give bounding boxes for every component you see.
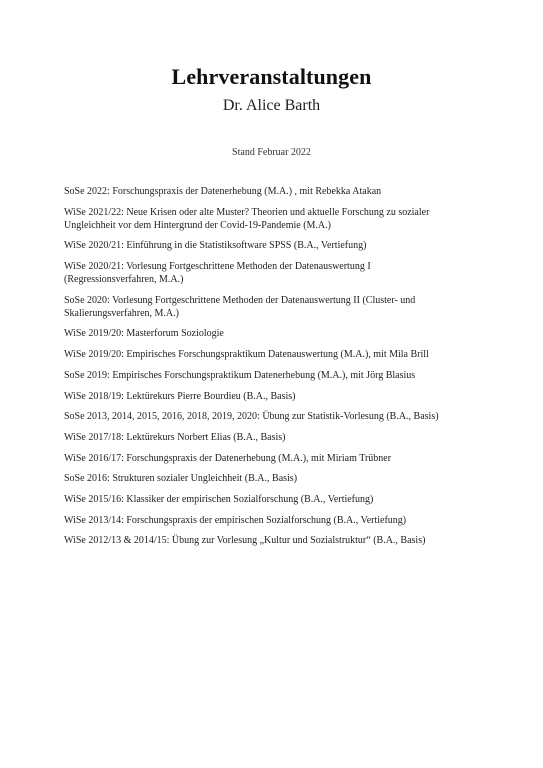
course-item: WiSe 2013/14: Forschungspraxis der empirischen Sozialforschung (B.A., Vertiefung) (64, 514, 407, 526)
course-item: WiSe 2021/22: Neue Krisen oder alte Muster? Theorien und aktuelle Forschung zu sozialer Ungleichheit vor dem Hintergrund der Covid-19-Pandemie (M.A.) (64, 206, 430, 231)
course-item: SoSe 2020: Vorlesung Fortgeschrittene Methoden der Datenauswertung II (Cluster- und Skalierungsverfahren, M.A.) (64, 294, 416, 319)
document-author: Dr. Alice Barth (222, 97, 321, 114)
document-title: Lehrveranstaltungen (171, 64, 372, 89)
course-item: WiSe 2015/16: Klassiker der empirischen Sozialforschung (B.A., Vertiefung) (64, 493, 374, 505)
course-item: WiSe 2019/20: Masterforum Soziologie (64, 328, 224, 340)
course-item: WiSe 2018/19: Lektürekurs Pierre Bourdieu (B.A., Basis) (64, 390, 296, 402)
course-item: SoSe 2016: Strukturen sozialer Ungleichheit (B.A., Basis) (64, 473, 298, 485)
course-item: WiSe 2020/21: Einführung in die Statistiksoftware SPSS (B.A., Vertiefung) (64, 240, 367, 252)
course-item: WiSe 2017/18: Lektürekurs Norbert Elias (B.A., Basis) (64, 431, 286, 443)
course-list (64, 185, 464, 555)
course-item: WiSe 2012/13 & 2014/15: Übung zur Vorlesung „Kultur und Sozialstruktur“ (B.A., Basis) (64, 535, 426, 547)
document-date: Stand Februar 2022 (232, 147, 311, 158)
course-item: WiSe 2016/17: Forschungspraxis der Datenerhebung (M.A.), mit Miriam Trübner (64, 452, 392, 464)
course-item: SoSe 2022: Forschungspraxis der Datenerhebung (M.A.) , mit Rebekka Atakan (64, 186, 382, 197)
course-item: SoSe 2019: Empirisches Forschungspraktikum Datenerhebung (M.A.), mit Jörg Blasius (64, 369, 416, 381)
course-item: WiSe 2020/21: Vorlesung Fortgeschrittene Methoden der Datenauswertung I (Regressionsverfahren, M.A.) (64, 261, 371, 286)
course-item: WiSe 2019/20: Empirisches Forschungspraktikum Datenauswertung (M.A.), mit Mila Brill (64, 349, 429, 361)
course-item: SoSe 2013, 2014, 2015, 2016, 2018, 2019, 2020: Übung zur Statistik-Vorlesung (B.A., Basis) (64, 411, 439, 423)
